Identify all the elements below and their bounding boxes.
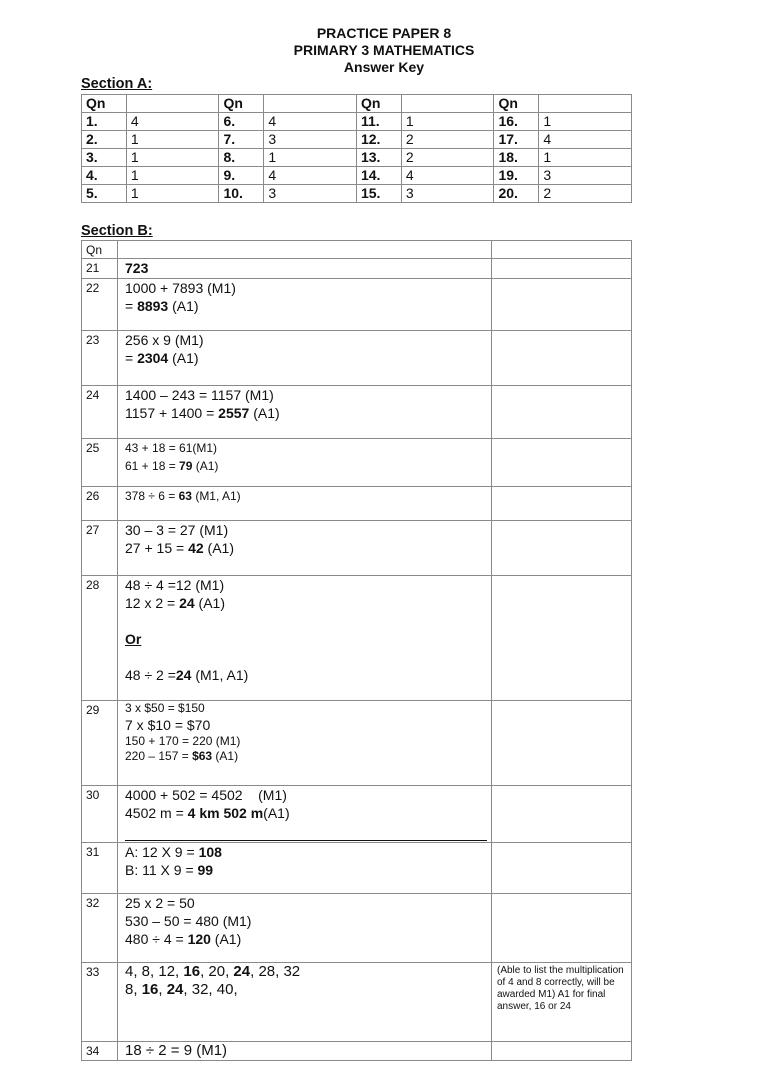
answer: 3: [264, 131, 357, 149]
answer: 1: [539, 113, 632, 131]
working: 30 – 3 = 27 (M1) 27 + 15 = 42 (A1): [118, 521, 492, 576]
qn-header: Qn: [219, 95, 264, 113]
question-number: 29: [82, 701, 118, 786]
answer: 2557: [218, 405, 250, 421]
answer: 723: [125, 260, 149, 276]
question-number: 31: [82, 843, 118, 894]
paper-subject: PRIMARY 3 MATHEMATICS: [293, 42, 475, 58]
question-number: 9.: [219, 167, 264, 185]
question-number: 19.: [494, 167, 539, 185]
table-row: [82, 701, 632, 786]
question-number: 3.: [82, 149, 127, 167]
table-row: [82, 521, 632, 576]
qn-header: Qn: [82, 241, 118, 259]
section-b-table: [81, 240, 632, 1061]
table-row: [82, 259, 632, 279]
answer: 2: [401, 131, 494, 149]
table-row: [82, 576, 632, 701]
working: 1400 – 243 = 1157 (M1) 1157 + 1400 = 2557 (A1): [118, 386, 492, 439]
table-row: [82, 894, 632, 963]
qn-header: Qn: [356, 95, 401, 113]
question-number: 28: [82, 576, 118, 701]
question-number: 6.: [219, 113, 264, 131]
question-number: 7.: [219, 131, 264, 149]
working: 48 ÷ 4 =12 (M1) 12 x 2 = 24 (A1) Or 48 ÷ 2 =24 (M1, A1): [118, 576, 492, 701]
table-header-row: [82, 95, 632, 113]
question-number: 13.: [356, 149, 401, 167]
working: 43 + 18 = 61(M1) 61 + 18 = 79 (A1): [118, 439, 492, 487]
question-number: 23: [82, 331, 118, 386]
answer: 42: [188, 540, 204, 556]
answer: 4: [126, 113, 219, 131]
qn-header: Qn: [494, 95, 539, 113]
answer: 99: [197, 862, 214, 878]
question-number: 5.: [82, 185, 127, 203]
question-number: 15.: [356, 185, 401, 203]
question-number: 14.: [356, 167, 401, 185]
table-row: [82, 439, 632, 487]
table-row: [82, 167, 632, 185]
answer: 1: [539, 149, 632, 167]
paper-subtitle: Answer Key: [343, 59, 425, 75]
question-number: 11.: [356, 113, 401, 131]
answer: 120: [187, 931, 211, 947]
section-a-label: Section A:: [81, 76, 153, 92]
question-number: 12.: [356, 131, 401, 149]
question-number: 20.: [494, 185, 539, 203]
question-number: 2.: [82, 131, 127, 149]
answer: 4: [264, 167, 357, 185]
answer: 4: [264, 113, 357, 131]
answer: 1: [264, 149, 357, 167]
question-number: 30: [82, 786, 118, 843]
table-row: [82, 113, 632, 131]
answer: 2: [401, 149, 494, 167]
question-number: 26: [82, 487, 118, 521]
working: 256 x 9 (M1) = 2304 (A1): [118, 331, 492, 386]
answer: 24: [175, 667, 192, 683]
qn-header: Qn: [82, 95, 127, 113]
answer: 3: [264, 185, 357, 203]
answer: 63: [178, 489, 192, 503]
answer: 4 km 502 m: [187, 805, 264, 821]
question-number: 27: [82, 521, 118, 576]
table-row: [82, 487, 632, 521]
table-row: [82, 843, 632, 894]
working: 25 x 2 = 50 530 – 50 = 480 (M1) 480 ÷ 4 = 120 (A1): [118, 894, 492, 963]
working: A: 12 X 9 = 108 B: 11 X 9 = 99: [118, 843, 492, 894]
question-number: 16.: [494, 113, 539, 131]
answer: 1: [126, 131, 219, 149]
paper-title: PRACTICE PAPER 8: [316, 25, 452, 41]
working: 378 ÷ 6 = 63 (M1, A1): [118, 487, 492, 521]
answer: 1: [401, 113, 494, 131]
question-number: 4.: [82, 167, 127, 185]
question-number: 34: [82, 1042, 118, 1061]
question-number: 22: [82, 279, 118, 331]
answer: 1: [126, 149, 219, 167]
table-row: [82, 185, 632, 203]
answer: 2: [539, 185, 632, 203]
table-row: [82, 963, 632, 1042]
answer: 8893: [137, 298, 169, 314]
answer: $63: [192, 749, 213, 763]
section-a-table: [81, 94, 632, 203]
or-label: Or: [125, 631, 142, 647]
table-row: [82, 386, 632, 439]
answer: 1: [126, 167, 219, 185]
answer: 4: [401, 167, 494, 185]
answer: 24: [179, 595, 195, 611]
marking-note: (Able to list the multiplication of 4 and 8 correctly, will be awarded M1) A1 for final answer, 16 or 24: [492, 963, 632, 1042]
question-number: 24: [82, 386, 118, 439]
question-number: 1.: [82, 113, 127, 131]
answer: 4: [539, 131, 632, 149]
answer: 3: [539, 167, 632, 185]
table-row: [82, 1042, 632, 1061]
question-number: 8.: [219, 149, 264, 167]
answer: 2304: [137, 350, 169, 366]
question-number: 33: [82, 963, 118, 1042]
question-number: 18.: [494, 149, 539, 167]
answer: 1: [126, 185, 219, 203]
working: 4, 8, 12, 16, 20, 24, 28, 32 8, 16, 24, 32, 40,: [118, 963, 492, 1042]
working: 18 ÷ 2 = 9 (M1): [118, 1042, 492, 1061]
answer: 3: [401, 185, 494, 203]
answer: 108: [198, 844, 222, 860]
table-header-row: [82, 241, 632, 259]
table-row: [82, 149, 632, 167]
question-number: 10.: [219, 185, 264, 203]
question-number: 21: [82, 259, 118, 279]
underline-rule: [125, 822, 487, 841]
table-row: [82, 786, 632, 843]
working: 3 x $50 = $150 7 x $10 = $70 150 + 170 = 220 (M1) 220 – 157 = $63 (A1): [118, 701, 492, 786]
question-number: 32: [82, 894, 118, 963]
working: 1000 + 7893 (M1) = 8893 (A1): [118, 279, 492, 331]
section-b-label: Section B:: [81, 223, 153, 239]
answer: 79: [179, 459, 193, 473]
table-row: [82, 279, 632, 331]
working: 4000 + 502 = 4502 (M1) 4502 m = 4 km 502 m(A1): [118, 786, 492, 843]
question-number: 25: [82, 439, 118, 487]
table-row: [82, 331, 632, 386]
question-number: 17.: [494, 131, 539, 149]
table-row: [82, 131, 632, 149]
